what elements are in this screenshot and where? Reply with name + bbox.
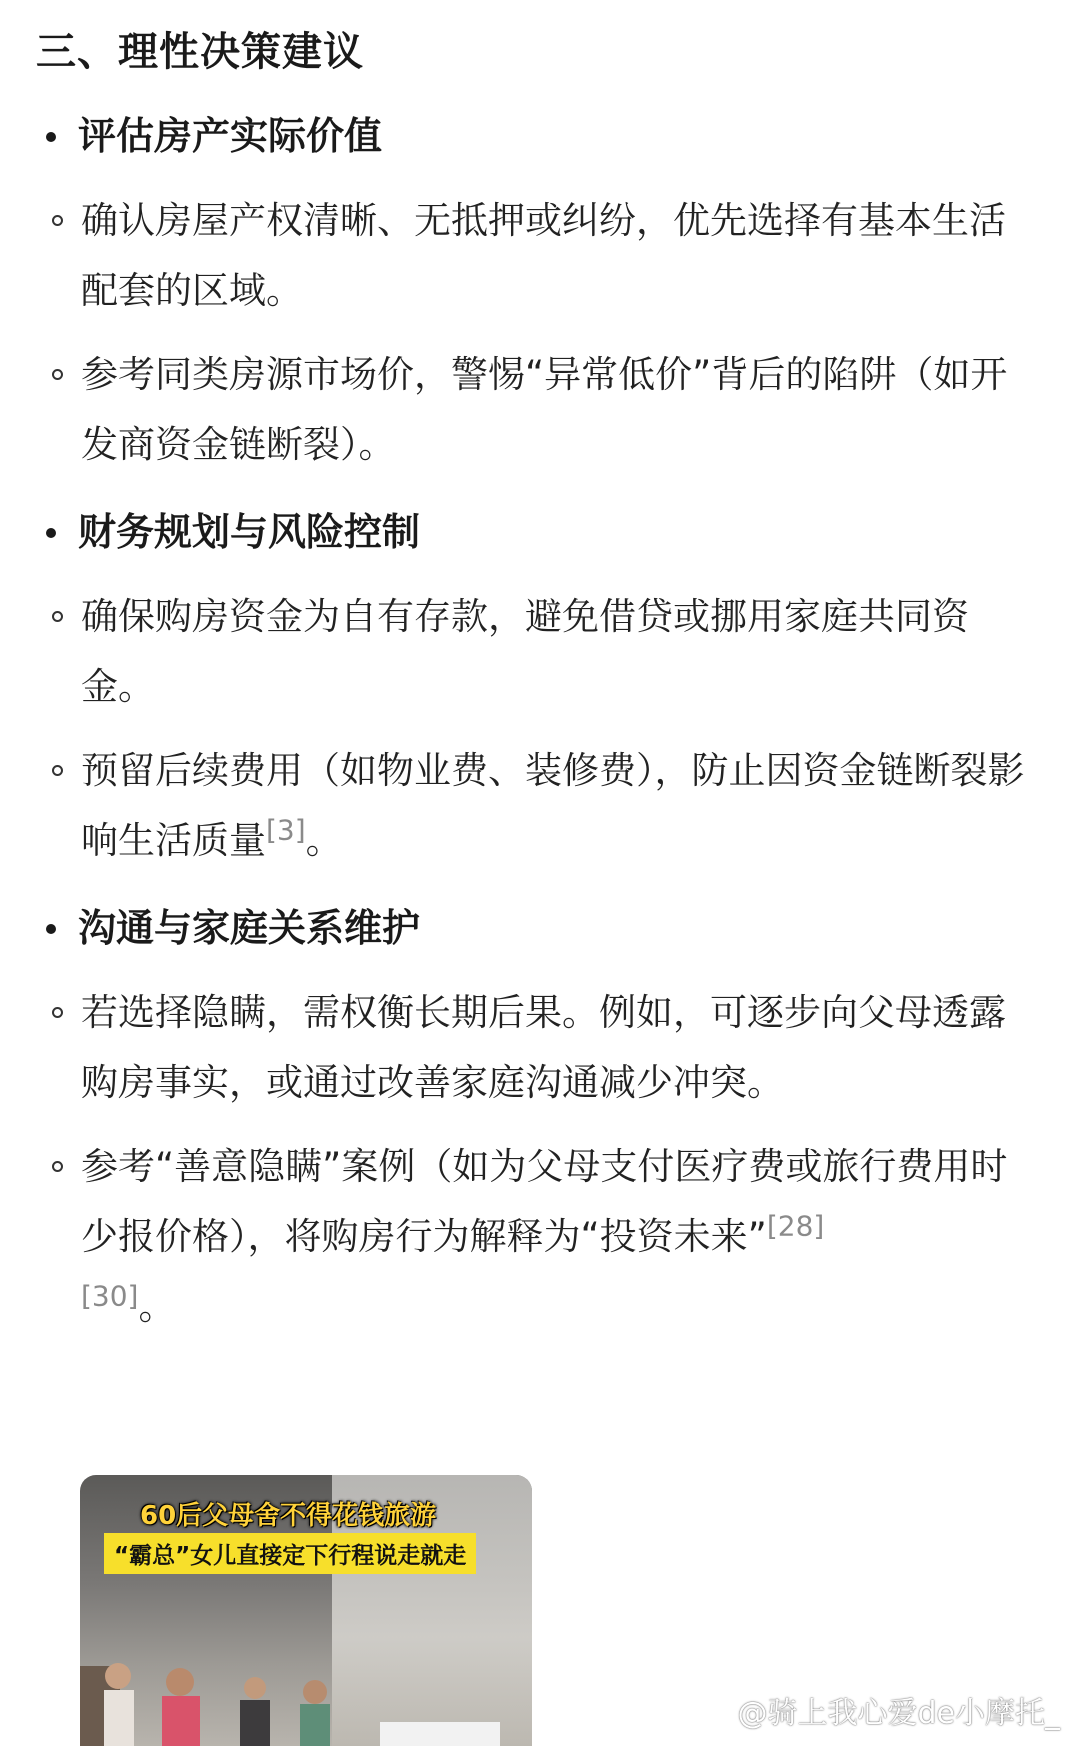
video-scene-image	[80, 1626, 532, 1746]
watermark-text: @骑上我心爱de小摩托_	[737, 1696, 1060, 1731]
bullet-heading-label: 沟通与家庭关系维护	[78, 906, 421, 950]
hollow-bullet-icon	[52, 1007, 63, 1018]
video-caption-title: 60后父母舍不得花钱旅游	[140, 1501, 437, 1531]
hollow-bullet-icon	[52, 765, 63, 776]
bullet-heading-label: 财务规划与风险控制	[78, 510, 421, 554]
list-item	[52, 582, 1042, 722]
list-item	[52, 186, 1042, 326]
list-item	[52, 736, 1042, 876]
section-title: 三、理性决策建议	[36, 29, 364, 75]
citation-link[interactable]: [28]	[766, 1209, 825, 1243]
list-item-text	[81, 1132, 1042, 1342]
list-item	[52, 978, 1042, 1118]
video-caption-subtitle: “霸总”女儿直接定下行程说走就走	[104, 1533, 476, 1574]
bullet-heading	[46, 906, 420, 952]
bullet-dot-icon	[46, 528, 56, 538]
bullet-dot-icon	[46, 924, 56, 934]
hollow-bullet-icon	[52, 1161, 63, 1172]
hollow-bullet-icon	[52, 369, 63, 380]
hollow-bullet-icon	[52, 215, 63, 226]
list-item-text: 确保购房资金为自有存款，避免借贷或挪用家庭共同资金。	[81, 595, 969, 708]
weibo-watermark	[700, 1688, 1061, 1732]
list-item-text	[81, 736, 1042, 876]
citation-link[interactable]: [30]	[81, 1279, 139, 1313]
hollow-bullet-icon	[52, 611, 63, 622]
weibo-logo-icon	[700, 1696, 734, 1724]
bullet-heading-label: 评估房产实际价值	[78, 114, 383, 158]
list-item-text: 若选择隐瞒，需权衡长期后果。例如，可逐步向父母透露购房事实，或通过改善家庭沟通减少冲突。	[81, 991, 1006, 1104]
list-item-text: 确认房屋产权清晰、无抵押或纠纷，优先选择有基本生活配套的区域。	[81, 199, 1006, 312]
bullet-dot-icon	[46, 132, 56, 142]
list-item-tail: 。	[138, 1285, 176, 1328]
list-item-tail: 。	[305, 819, 343, 862]
citation-link[interactable]: [3]	[266, 813, 306, 847]
list-item-body: 参考“善意隐瞒”案例（如为父母支付医疗费或旅行费用时少报价格），将购房行为解释为“投资未来”	[81, 1145, 1008, 1258]
bullet-heading	[46, 114, 382, 160]
list-item-text: 参考同类房源市场价，警惕“异常低价”背后的陷阱（如开发商资金链断裂）。	[81, 353, 1008, 466]
bullet-heading	[46, 510, 420, 556]
list-item	[52, 1132, 1042, 1342]
list-item	[52, 340, 1042, 480]
list-item-body: 预留后续费用（如物业费、装修费），防止因资金链断裂影响生活质量	[81, 749, 1025, 862]
video-thumbnail[interactable]	[80, 1475, 532, 1746]
